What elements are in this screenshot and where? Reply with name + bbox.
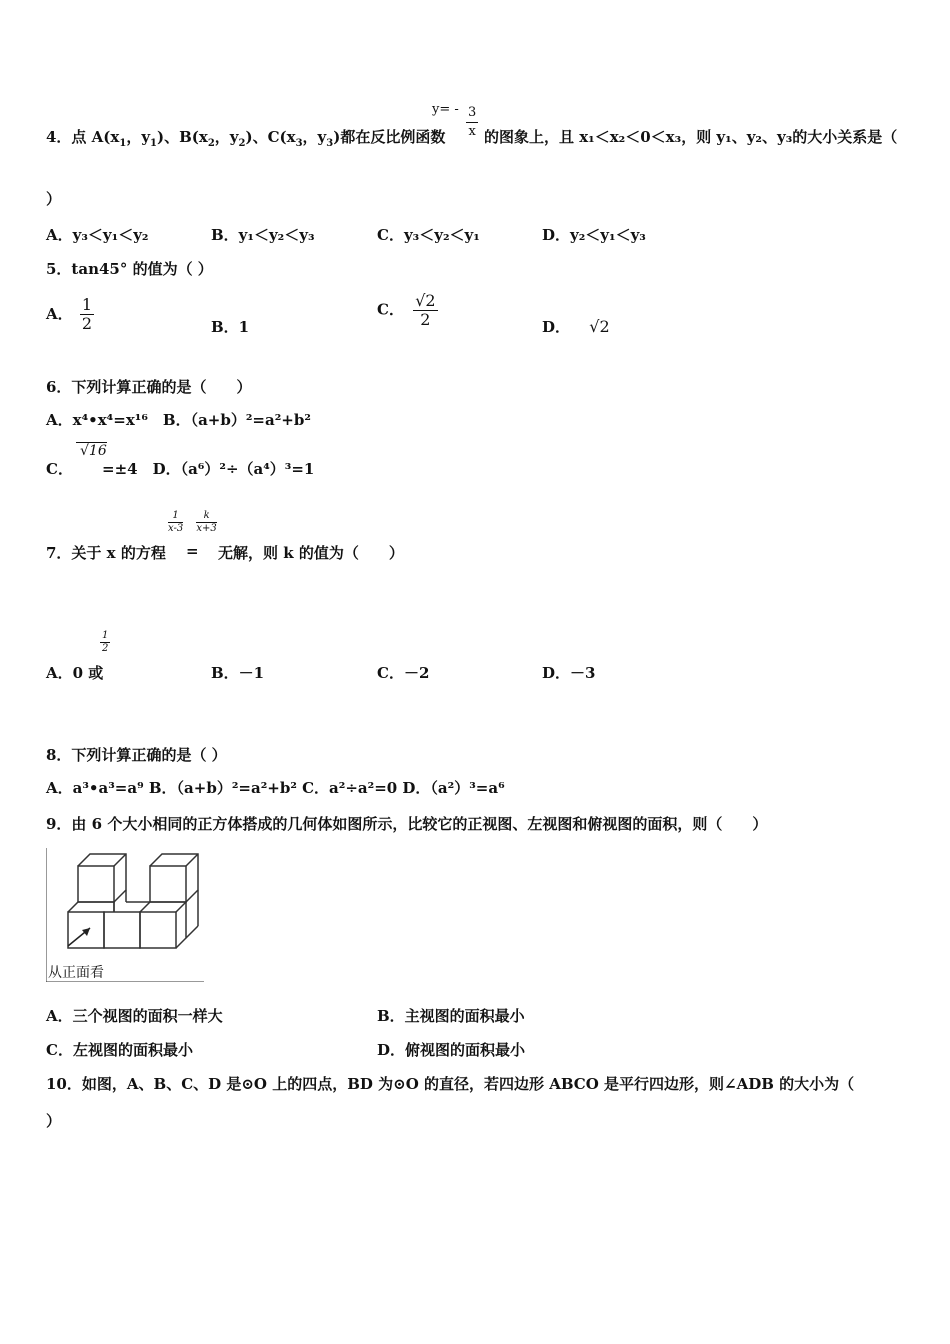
q4-fraction: $\frac{3}{x}$ [468, 105, 477, 139]
q6-stem: 6．下列计算正确的是（ ） [46, 378, 252, 396]
q6-sqrt16: √16 [76, 442, 107, 459]
q7-stem: 7．关于 x 的方程 [46, 544, 166, 562]
q5-option-d: D． √2 [542, 317, 610, 336]
q9-figure-caption: 从正面看 [48, 965, 104, 981]
q9-option-c: C．左视图的面积最小 [46, 1041, 193, 1059]
q7-equation: $\frac{1}{x-3}$ $\frac{k}{x+3}$ [168, 510, 217, 534]
q4-close: ） [46, 190, 62, 208]
q7-option-b: B．－1 [211, 664, 265, 682]
q4-option-d: D．y₂＜y₁＜y₃ [542, 226, 646, 244]
q4-option-a: A．y₃＜y₁＜y₂ [46, 226, 149, 244]
q9-option-b: B．主视图的面积最小 [377, 1007, 525, 1025]
q7-option-c: C．－2 [377, 664, 430, 682]
q7-equals: = [186, 542, 199, 560]
q7-option-d: D．－3 [542, 664, 596, 682]
q7-stem-tail: 无解，则 k 的值为（ ） [218, 544, 404, 562]
q7-option-a-fraction: $\frac{1}{2}$ [102, 630, 109, 654]
q6-options-cd: =±4 D．（a⁶）²÷（a⁴）³=1 [102, 460, 315, 478]
q9-option-d: D．俯视图的面积最小 [377, 1041, 526, 1059]
q4-stem [46, 126, 445, 149]
q8-stem: 8．下列计算正确的是（ ） [46, 746, 227, 764]
q10-close: ） [46, 1112, 62, 1130]
q8-options: A．a³•a³=a⁹ B．（a+b）²=a²+b² C．a²÷a²=0 D．（a²）³=a⁶ [46, 779, 505, 797]
q6-options-ab: A．x⁴•x⁴=x¹⁶ B．（a+b）²=a²+b² [46, 411, 311, 429]
q4-stem-text: 4．点 $A(x_1$，$y_1$)、$B(x_2$，$y_2$)、$C(x_3$，$y_3$)都在反比例函数 [46, 128, 446, 149]
q7-option-a: A．0 或 [46, 664, 104, 682]
q4-option-c: C．y₃＜y₂＜y₁ [377, 226, 480, 244]
q5-option-a: A． $\frac{1}{2}$ [46, 295, 93, 333]
q10-stem: 10．如图，A、B、C、D 是⊙O 上的四点，BD 为⊙O 的直径，若四边形 ABCO 是平行四边形，则∠ADB 的大小为（ [46, 1075, 855, 1093]
q4-stem-tail: 的图象上，且 x₁＜x₂＜0＜x₃，则 y₁、y₂、y₃的大小关系是（ [484, 128, 898, 146]
q4-option-b: B．y₁＜y₂＜y₃ [211, 226, 315, 244]
q5-stem: 5．tan45° 的值为（ ） [46, 260, 213, 278]
q5-option-b: B．1 [211, 318, 250, 336]
q5-option-c: C． $\frac{√2}{2}$ [377, 291, 436, 329]
q4-function: y= - $\frac{3}{x}$ [432, 101, 477, 139]
q9-stem: 9．由 6 个大小相同的正方体搭成的几何体如图所示，比较它的正视图、左视图和俯视图的面积，则（ ） [46, 815, 768, 833]
q6-option-c-label: C． [46, 460, 73, 478]
q9-option-a: A．三个视图的面积一样大 [46, 1007, 223, 1025]
